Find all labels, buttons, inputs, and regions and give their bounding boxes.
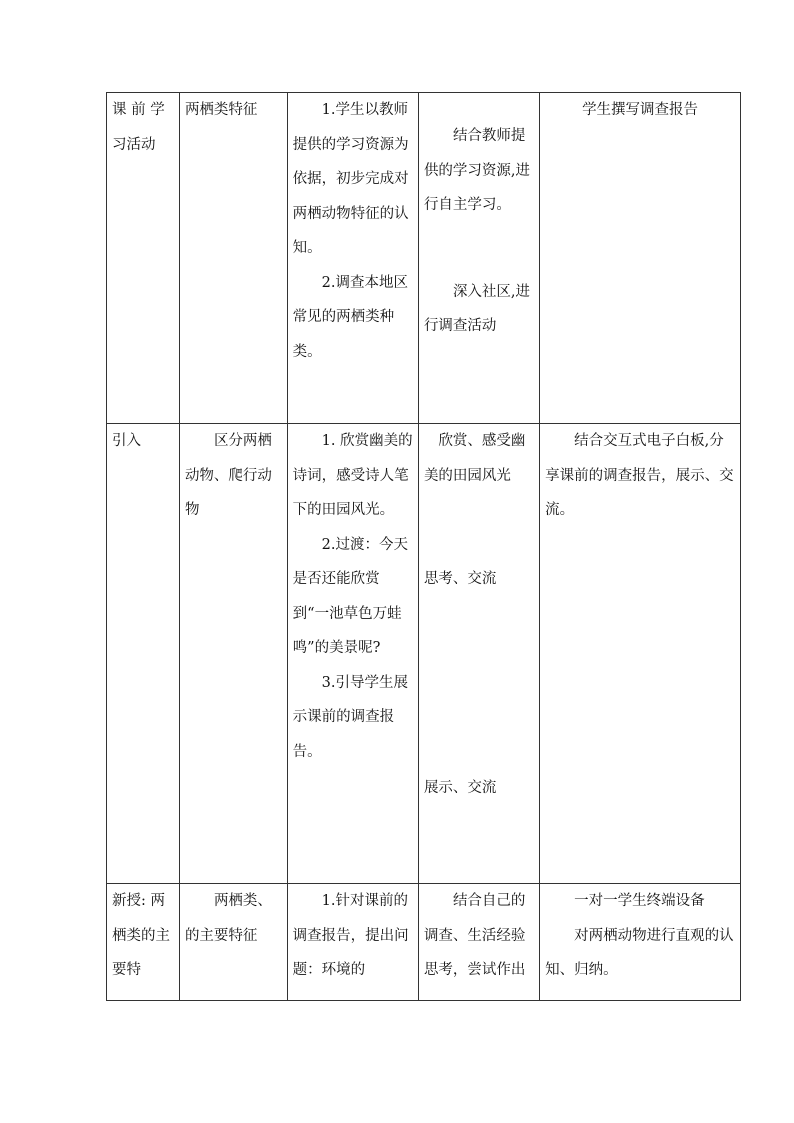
content-cell: 两栖类、的主要特征 [179,884,287,1001]
stage-cell: 引入 [107,424,180,884]
lesson-plan-table [106,92,741,1001]
teacher-step: 1.学生以教师提供的学习资源为依据，初步完成对两栖动物特征的认知。 [292,102,409,256]
content-cell: 两栖类特征 [179,93,287,424]
student-step: 思考、交流 [423,571,497,587]
student-step: 结合自己的调查、生活经验思考，尝试作出 [423,893,526,978]
student-step: 结合教师提供的学习资源,进行自主学习。 [423,128,531,213]
table-row [107,424,741,884]
student-activity-cell [418,884,539,1001]
student-activity-cell [418,424,539,884]
student-step: 欣赏、感受幽美的田园风光 [423,433,526,484]
tech-note: 一对一学生终端设备 [574,893,705,909]
table-row [107,884,741,1001]
tech-note: 结合交互式电子白板,分享课前的调查报告，展示、交流。 [545,433,734,518]
table-row [107,93,741,424]
stage-cell: 课 前 学 习活动 [107,93,180,424]
stage-cell: 新授: 两栖类的主要特 [107,884,180,1001]
tech-note: 学生撰写调查报告 [582,102,699,118]
teacher-activity-cell [287,884,418,1001]
student-step: 深入社区,进行调查活动 [423,283,531,334]
teacher-step: 1. 欣赏幽美的诗词，感受诗人笔下的田园风光。 [292,433,413,518]
teacher-step: 3.引导学生展示课前的调查报告。 [292,674,408,760]
tech-note: 对两栖动物进行直观的认知、归纳。 [545,927,734,978]
teacher-step: 2.过渡：今天是否还能欣赏到“一池草色万蛙鸣”的美景呢? [292,536,408,656]
content-cell: 区分两栖动物、爬行动物 [179,424,287,884]
tech-application-cell [540,93,741,424]
teacher-activity-cell [287,424,418,884]
teacher-activity-cell [287,93,418,424]
tech-application-cell [540,884,741,1001]
teacher-step: 2.调查本地区常见的两栖类种类。 [292,274,408,360]
teacher-step: 1.针对课前的调查报告，提出问题：环境的 [292,893,409,978]
student-step: 展示、交流 [423,779,497,796]
student-activity-cell [418,93,539,424]
tech-application-cell [540,424,741,884]
